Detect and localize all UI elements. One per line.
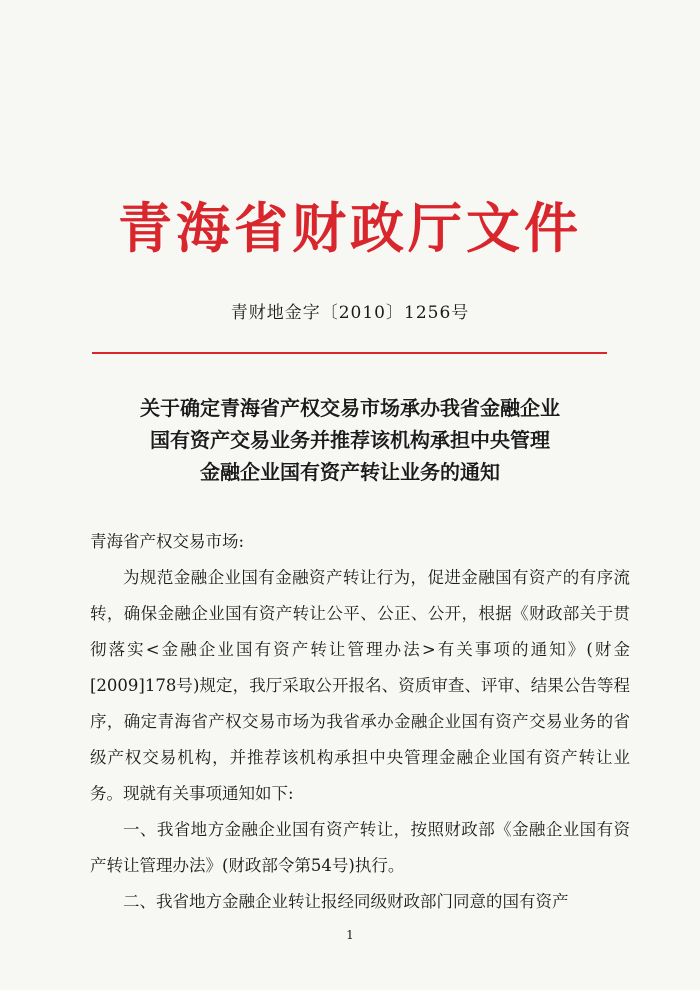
document-number: 青财地金字〔2010〕1256号 (230, 303, 470, 323)
body-paragraph: 为规范金融企业国有金融资产转让行为，促进金融国有资产的有序流转，确保金融企业国有资产转让公平、公正、公开，根据《财政部关于贯彻落实<金融企业国有资产转让管理办法>有关事项的通知》(财金[2009]178号)规定，我厅采取公开报名、资质审查、评审、结果公告等程序，确定青海省产权交易市场为我省承办金融企业国有资产交易业务的省级产权交易机构，并推荐该机构承担中央管理金融企业国有资产转让业务。现就有关事项通知如下: (90, 568, 630, 803)
red-divider (92, 352, 607, 354)
title-line: 国有资产交易业务并推荐该机构承担中央管理 (150, 428, 550, 452)
notice-title (0, 392, 700, 488)
body-paragraph: 二、我省地方金融企业转让报经同级财政部门同意的国有资产 (123, 892, 569, 911)
notice-body (90, 524, 630, 920)
body-paragraph: 一、我省地方金融企业国有资产转让，按照财政部《金融企业国有资产转让管理办法》(财政部令第54号)执行。 (90, 820, 630, 875)
salutation: 青海省产权交易市场: (90, 532, 245, 551)
issuer-title: 青海省财政厅文件 (118, 196, 582, 260)
title-line: 关于确定青海省产权交易市场承办我省金融企业 (140, 396, 560, 420)
title-line: 金融企业国有资产转让业务的通知 (200, 460, 500, 484)
page-number: 1 (346, 928, 354, 942)
